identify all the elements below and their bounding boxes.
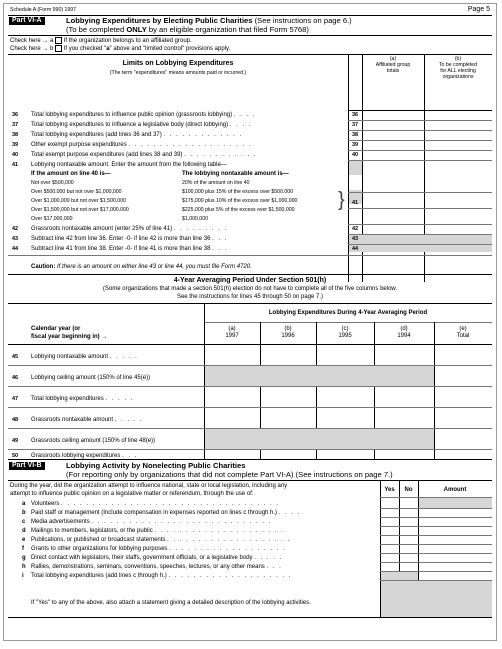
no-column-header: No <box>404 487 413 493</box>
item-a-text: Volunteers . . . . . . . . . . . . . . . . . . . . . . . . . . . . . . . . . . . <box>31 501 280 507</box>
year-col-d: (d) 1994 <box>397 326 411 339</box>
averaging-subtitle-1: (Some organizations that made a section 501(h) election do not have to complete all of the five columns below. <box>102 286 398 292</box>
form-page: Schedule A (Form 990) 1997 Page 5 Part VI-A Lobbying Expenditures by Electing Public Charities (See instructions on page 6.) (To be completed ONLY by an eligible organization that filed Form 5768) Check here → a If the organization belongs to an affiliated group. Check here → b If you checked "a" above and "limited control" provisions apply. Limits on Lobbying Expenditures (The term "expenditures" means amounts paid or incurred.) (a) Affiliated group totals (b) To be completed for ALL electing organizations 36 Total lobbying expenditures to influence public opinion (grassroots lobbying) . . . . 36 37 Total lobbying expenditures to influence a legislative body (direct lobbying) . . . . 37 38 Total lobbying expenditures (add lines 36 and 37) . . . . . . . . . . . . . 38 39 Other exempt purpose expenditures . . . . . . . . . . . . . . . . . . . . 39 40 Total exempt purpose expenditures (add lines 38 and 39) . . . . . . . . . . . . 40 41 Lobbying nontaxable amount. Enter the amount from the following table— If the amount on line 40 is— The lobbying nontaxable amount is— Not over $500,000 20% of the amount on line 40 Over $500,000 but not over $1,000,000 $100,000 plus 15% of the excess over $500,000 Over $1,000,000 but not over $1,500,000 $175,000 plus 10% of the excess over $1,000,000 Over $1,500,000 but not over $17,000,000 $225,000 plus 5% of the excess over $1,500,000 Over $17,000,000 $1,000,000 } 41 42 Grassroots nontaxable amount (enter 25% of line 41) . . . . . . . . . 42 43 Subtract line 42 from line 36. Enter -0- if line 42 is more than line 36 . . . 43 44 Subtract line 41 from line 38. Enter -0- if line 41 is more than line 38 . . . 44 Caution: If there is an amount on either line 43 or line 44, you must file Form 4720. 4-Year Averaging Period Under Section 501(h) (Some organizations that made a section 501(h) election do not have to complete all of the five columns below. See the instructions for lines 45 through 50 on page 7.) Lobbying Expenditures During 4-Year Averaging Period Calendar year (or fiscal year beginning in) → (a) 1997 (b) 1996 (c) 1995 (d) 1994 (e) Total 45 Lobbying nontaxable amount . . . . . 46 Lobbying ceiling amount (150% of line 45(e)) 47 Total lobbying expenditures . . . . . 48 Grassroots nontaxable amount . . . . . 49 Grassroots ceiling amount (150% of line 48(e)) 50 Grassroots lobbying expenditures . . . Part VI-B Lobbying Activity by Nonelecting Public Charities (For reporting only by organizations that did not complete Part VI-A) (See instructions on page 7.) During the year, did the organization attempt to influence national, state or local legislation, including any attempt to influence public opinion on a legislative matter or referendum, through the use of: Yes No Amount a Volunteers . . . . . . . . . . . . . . . . . . . . . . . . . . . . . . . . . . . b Paid staff or management (Include compensation in expenses reported on lines c through h.) . . . . c Media advertisements . . . . . . . . . . . . . . . . . . . . . . . . . . . . . d Mailings to members, legislators, or the public . . . . . . . . . . . . . . . . . . . . . e Publications, or published or broadcast statements . . . . . . . . . . . . . . . . . . . . f Grants to other organizations for lobbying purposes . . . . . . . . . . . . . . . . . . . g Direct contact with legislators, their staffs, government officials, or a legislative body . . . . . h Rallies, demonstrations, seminars, conventions, speeches, lectures, or any other means . . . i Total lobbying expenditures (add lines c through h.) . . . . . . . . . . . . . . . . . . . . If "Yes" to any of the above, also attach a statement giving a detailed description of the lobbying activities. <box>3 3 497 641</box>
table-row-right: $100,000 plus 15% of the excess over $500,000 <box>182 189 294 195</box>
line-number: 44 <box>12 246 19 252</box>
table-row-right: $1,000,000 <box>182 216 208 222</box>
averaging-table-title: Lobbying Expenditures During 4-Year Averaging Period <box>268 310 428 316</box>
part-vi-b-title: Lobbying Activity by Nonelecting Public Charities <box>66 461 246 470</box>
line-number: 39 <box>12 142 19 148</box>
amount-column-header: Amount <box>443 487 467 493</box>
table-row-right: $175,000 plus 10% of the excess over $1,000,000 <box>182 198 298 204</box>
table-row-right: 20% of the amount on line 40 <box>182 180 250 186</box>
table-head-right: The lobbying nontaxable amount is— <box>182 171 289 177</box>
line-41-text: Lobbying nontaxable amount. Enter the amount from the following table— <box>31 162 227 168</box>
line-38-text: Total lobbying expenditures (add lines 36 and 37) . . . . . . . . . . . . . <box>31 132 243 138</box>
line-43-text: Subtract line 42 from line 36. Enter -0- if line 42 is more than line 36 . . . <box>31 236 228 242</box>
line-number: 40 <box>12 152 19 158</box>
line-number: 37 <box>12 122 19 128</box>
line-36-text: Total lobbying expenditures to influence public opinion (grassroots lobbying) . . . . <box>31 112 256 118</box>
line-number: 47 <box>12 396 19 402</box>
item-d-text: Mailings to members, legislators, or the public . . . . . . . . . . . . . . . . . . . . . <box>31 528 285 534</box>
line-39-text: Other exempt purpose expenditures . . . . . . . . . . . . . . . . . . . . <box>31 142 252 148</box>
item-letter: g <box>22 555 26 561</box>
year-col-a: (a) 1997 <box>225 326 239 339</box>
caution-note: Caution: If there is an amount on either line 43 or line 44, you must file Form 4720. <box>31 264 252 270</box>
item-c-text: Media advertisements . . . . . . . . . . . . . . . . . . . . . . . . . . . . . <box>31 519 272 525</box>
part-vi-a-title: Lobbying Expenditures by Electing Public Charities (See instructions on page 6.) <box>66 16 352 25</box>
item-i-text: Total lobbying expenditures (add lines c through h.) . . . . . . . . . . . . . . . . . . . . <box>31 573 292 579</box>
yes-column-header: Yes <box>384 487 395 493</box>
check-b-row: Check here → b If you checked "a" above and "limited control" provisions apply. <box>10 46 231 53</box>
col-a-header: (a) Affiliated group totals <box>375 56 411 74</box>
table-row-left: Over $17,000,000 <box>31 216 73 222</box>
fiscal-year-label: fiscal year beginning in) → <box>31 334 108 340</box>
part-vi-b-footer-note: If "Yes" to any of the above, also attach a statement giving a detailed description of the lobbying activities. <box>31 600 311 606</box>
brace: } <box>338 189 345 211</box>
item-f-text: Grants to other organizations for lobbying purposes . . . . . . . . . . . . . . . . . . . <box>31 546 287 552</box>
item-b-text: Paid staff or management (Include compensation in expenses reported on lines c through h.) . . . . <box>31 510 301 516</box>
table-row-left: Over $1,000,000 but not over $1,500,000 <box>31 198 126 204</box>
calendar-year-label: Calendar year (or <box>31 326 81 332</box>
line-number: 38 <box>12 132 19 138</box>
line-number: 49 <box>12 438 19 444</box>
affiliated-group-checkbox[interactable] <box>55 37 62 44</box>
item-e-text: Publications, or published or broadcast statements . . . . . . . . . . . . . . . . . . . . <box>31 537 291 543</box>
line-number: 46 <box>12 375 19 381</box>
line-number: 43 <box>12 236 19 242</box>
line-49-text: Grassroots ceiling amount (150% of line 48(e)) <box>31 438 156 444</box>
limits-subtitle: (The term "expenditures" means amounts paid or incurred.) <box>109 70 247 76</box>
year-col-b: (b) 1996 <box>281 326 295 339</box>
page-number: Page 5 <box>467 6 490 13</box>
line-number: 41 <box>12 162 19 168</box>
item-g-text: Direct contact with legislators, their staffs, government officials, or a legislative body . . . . . <box>31 555 283 561</box>
item-letter: h <box>22 564 26 570</box>
item-letter: d <box>22 528 26 534</box>
part-vi-b-tag: Part VI-B <box>9 462 45 470</box>
line-48-text: Grassroots nontaxable amount . . . . . <box>31 417 144 423</box>
item-h-text: Rallies, demonstrations, seminars, conventions, speeches, lectures, or any other means . . . <box>31 564 283 570</box>
line-45-text: Lobbying nontaxable amount . . . . . <box>31 354 139 360</box>
form-reference: Schedule A (Form 990) 1997 <box>10 7 77 13</box>
part-vi-b-intro-2: attempt to influence public opinion on a legislative matter or referendum, through the use of: <box>10 491 254 497</box>
line-number: 36 <box>12 112 19 118</box>
line-37-text: Total lobbying expenditures to influence a legislative body (direct lobbying) . . . . <box>31 122 252 128</box>
limits-title: Limits on Lobbying Expenditures <box>122 60 234 67</box>
item-letter: b <box>22 510 26 516</box>
line-number: 45 <box>12 354 19 360</box>
averaging-title: 4-Year Averaging Period Under Section 501(h) <box>173 277 327 284</box>
line-46-text: Lobbying ceiling amount (150% of line 45(e)) <box>31 375 151 381</box>
part-vi-a-subtitle: (To be completed ONLY by an eligible organization that filed Form 5768) <box>66 25 309 34</box>
line-50-text: Grassroots lobbying expenditures . . . <box>31 453 138 459</box>
item-letter: f <box>22 546 24 552</box>
col-b-header: (b) To be completed for ALL electing organizations <box>438 56 478 80</box>
part-vi-a-tag: Part VI-A <box>9 17 45 25</box>
item-letter: e <box>22 537 26 543</box>
line-number: 50 <box>12 453 19 459</box>
averaging-subtitle-2: See the instructions for lines 45 through 50 on page 7.) <box>176 294 324 300</box>
table-row-left: Not over $500,000 <box>31 180 74 186</box>
table-row-right: $225,000 plus 5% of the excess over $1,500,000 <box>182 207 295 213</box>
line-42-text: Grassroots nontaxable amount (enter 25% of line 41) . . . . . . . . . <box>31 226 228 232</box>
item-letter: a <box>22 501 26 507</box>
item-letter: c <box>22 519 26 525</box>
check-a-row: Check here → a If the organization belongs to an affiliated group. <box>10 38 192 45</box>
item-letter: i <box>22 573 24 579</box>
part-vi-b-subtitle: (For reporting only by organizations that did not complete Part VI-A) (See instructions on page 7.) <box>66 470 393 479</box>
line-47-text: Total lobbying expenditures . . . . . <box>31 396 134 402</box>
part-vi-b-intro-1: During the year, did the organization attempt to influence national, state or local legislation, including any <box>10 483 288 489</box>
line-number: 48 <box>12 417 19 423</box>
year-col-c: (c) 1995 <box>338 326 352 339</box>
year-col-e: (e) Total <box>456 326 470 339</box>
line-number: 42 <box>12 226 19 232</box>
table-row-left: Over $500,000 but not over $1,000,000 <box>31 189 122 195</box>
table-head-left: If the amount on line 40 is— <box>31 171 111 177</box>
line-44-text: Subtract line 41 from line 38. Enter -0- if line 41 is more than line 38 . . . <box>31 246 228 252</box>
limited-control-checkbox[interactable] <box>55 45 62 52</box>
table-row-left: Over $1,500,000 but not over $17,000,000 <box>31 207 129 213</box>
line-40-text: Total exempt purpose expenditures (add lines 38 and 39) . . . . . . . . . . . . <box>31 152 257 158</box>
